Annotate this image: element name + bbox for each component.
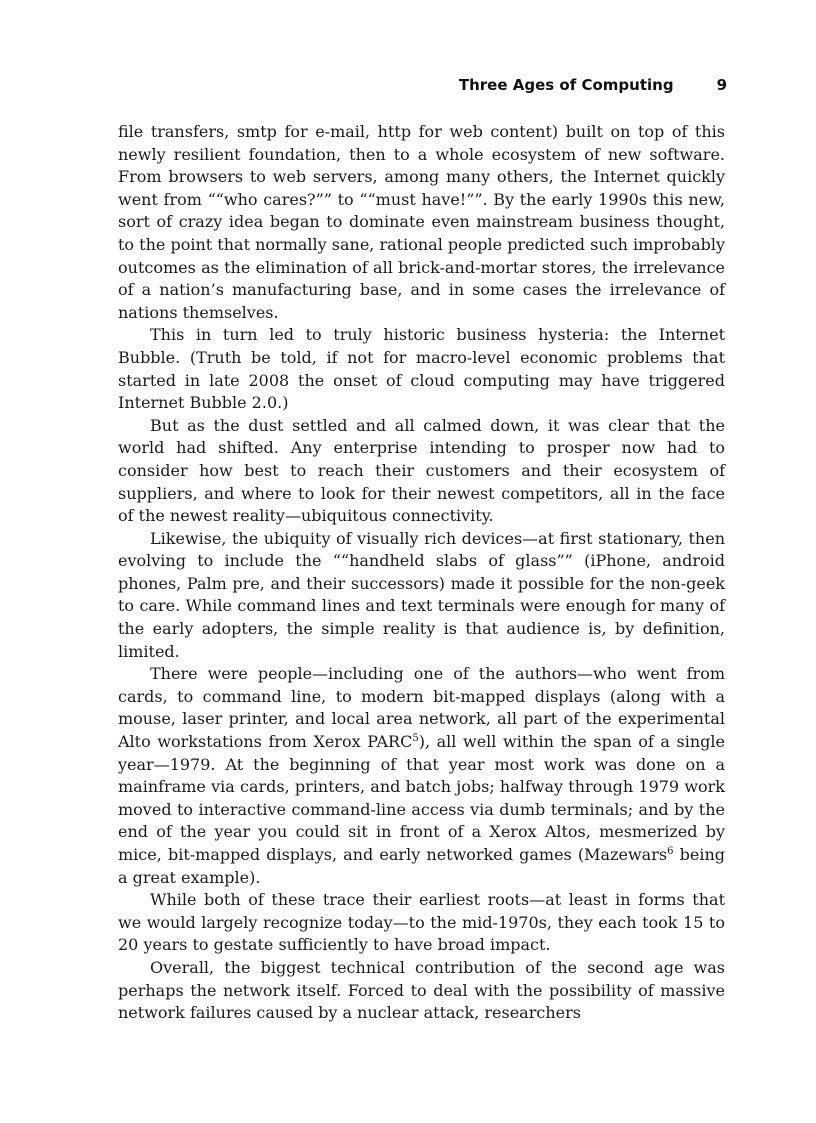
footnote-ref-5: 5 bbox=[412, 733, 419, 745]
paragraph-1: file transfers, smtp for e-mail, http for web content) built on top of this newly resilient foundation, then to a whole ecosystem of new software. From browsers to web servers, among many others, the Internet quickly went from ““who cares?”” to ““must have!””. By the early 1990s this new, sort of crazy idea began to dominate even mainstream business thought, to the point that normally sane, rational people predicted such improbably outcomes as the elimination of all brick-and-mortar stores, the irrelevance of a nation’s manufacturing base, and in some cases the irrelevance of nations themselves. bbox=[118, 122, 725, 322]
paragraph-5-text-a: There were people—including one of the authors—who went from cards, to command line, to modern bit-mapped displays (along with a mouse, laser printer, and local area network, all part of the experimental Alto workstations from Xerox PARC bbox=[118, 664, 725, 752]
paragraph-6: While both of these trace their earliest roots—at least in forms that we would largely recognize today—to the mid-1970s, they each took 15 to 20 years to gestate sufficiently to have broad impact. bbox=[118, 890, 725, 955]
running-title: Three Ages of Computing bbox=[458, 76, 674, 94]
paragraph-7: Overall, the biggest technical contribution of the second age was perhaps the network itself. Forced to deal with the possibility of massive network failures caused by a nuclear attack, researchers bbox=[118, 957, 725, 1023]
paragraph-2: This in turn led to truly historic business hysteria: the Internet Bubble. (Truth be told, if not for macro-level economic problems that started in late 2008 the onset of cloud computing may have triggered Internet Bubble 2.0.) bbox=[118, 325, 725, 413]
body-text bbox=[118, 121, 725, 1025]
page-number: 9 bbox=[716, 76, 727, 94]
paragraph-5-text-c: being a great example). bbox=[118, 845, 725, 887]
paragraph-5-text-b: ), all well within the span of a single year—1979. At the beginning of that year most work was done on a mainframe via cards, printers, and batch jobs; halfway through 1979 work moved to interactive command-line access via dumb terminals; and by the end of the year you could sit in front of a Xerox Altos, mesmerized by mice, bit-mapped displays, and early networked games (Mazewars bbox=[118, 732, 725, 864]
footnote-ref-6: 6 bbox=[667, 846, 674, 857]
paragraph-3: But as the dust settled and all calmed down, it was clear that the world had shifted. Any enterprise intending to prosper now had to consider how best to reach their customers and their ecosystem of suppliers, and where to look for their newest competitors, all in the face of the newest reality—ubiquitous connectivity. bbox=[118, 415, 725, 526]
paragraph-5 bbox=[118, 663, 725, 889]
paragraph-4: Likewise, the ubiquity of visually rich devices—at first stationary, then evolving to include the ““handheld slabs of glass”” (iPhone, android phones, Palm pre, and their successors) made it possible for the non-geek to care. While command lines and text terminals were enough for many of the early adopters, the simple reality is that audience is, by definition, limited. bbox=[118, 528, 725, 661]
running-head bbox=[459, 76, 727, 94]
